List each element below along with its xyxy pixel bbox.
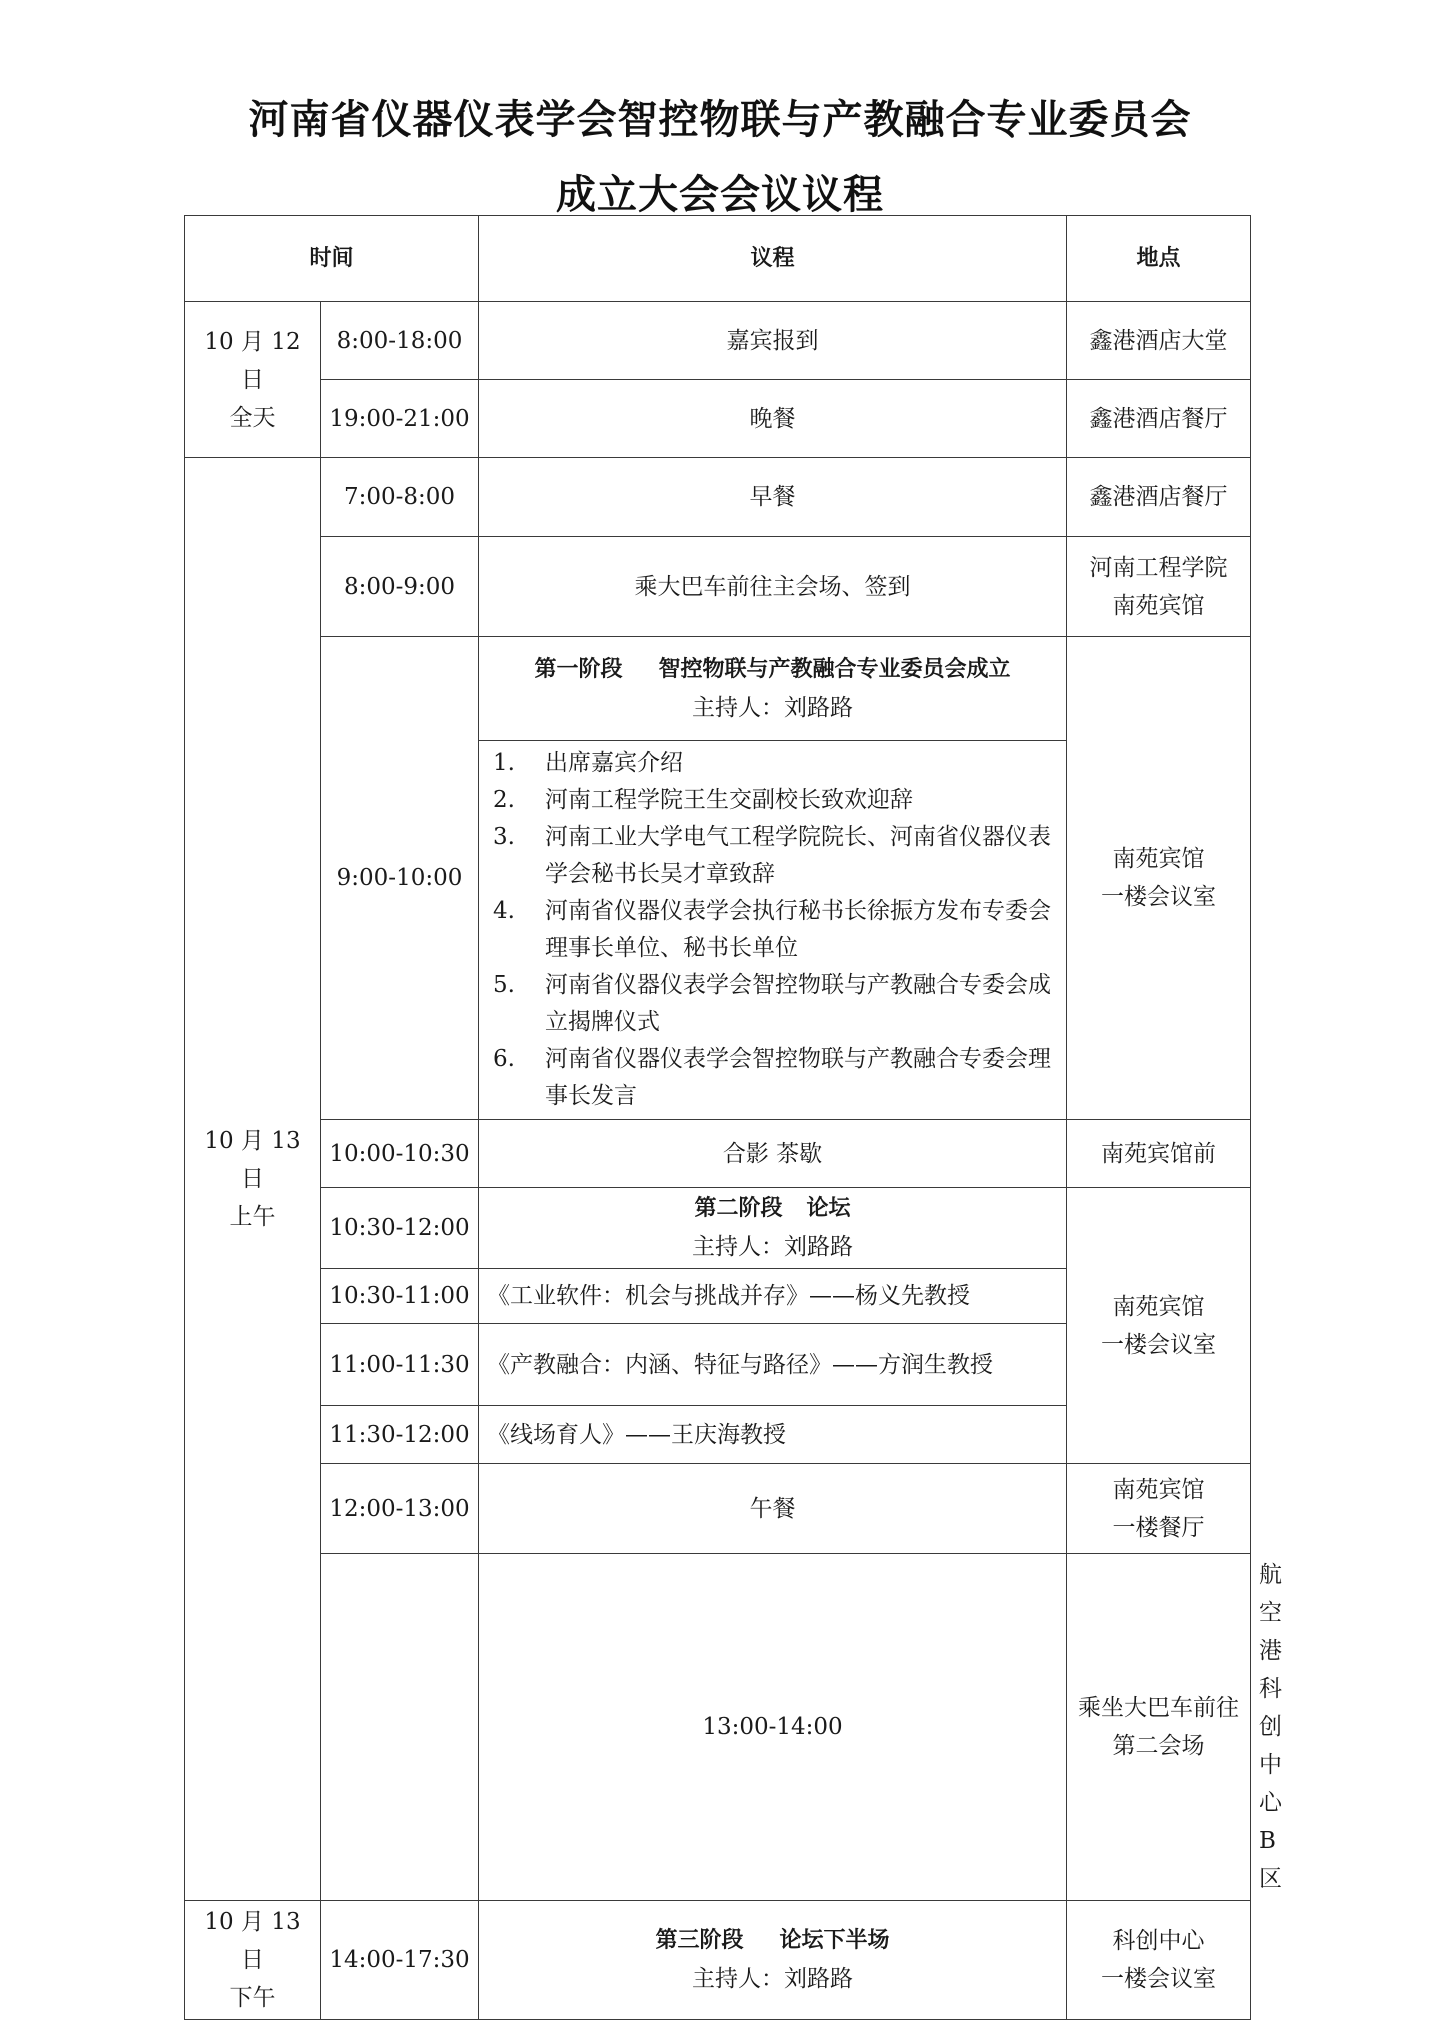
stage3-label: 第三阶段 — [655, 1928, 744, 1953]
day2-afternoon-date-cell — [185, 1901, 321, 2020]
location-line: 科创中心 — [1112, 1928, 1205, 1954]
agenda-cell: 合影 茶歇 — [479, 1120, 1067, 1188]
location-line: 一楼会议室 — [1101, 884, 1217, 910]
location-line: 一楼餐厅 — [1112, 1514, 1205, 1541]
stage1-title-line — [487, 651, 1058, 689]
talk-cell: 《产教融合：内涵、特征与路径》——方润生教授 — [479, 1324, 1067, 1406]
list-item: 1. 出席嘉宾介绍 — [493, 750, 684, 776]
day1-date: 10 月 12 日 — [204, 328, 301, 393]
stage2-host: 主持人：刘路路 — [692, 1234, 854, 1260]
day2-morning-date: 10 月 13 日 — [204, 1128, 301, 1192]
location-cell — [1067, 1188, 1251, 1464]
location-cell — [1067, 537, 1251, 637]
stage1-host: 主持人：刘路路 — [692, 694, 854, 721]
table-row — [185, 302, 1251, 380]
table-row — [185, 1120, 1251, 1188]
table-row — [185, 537, 1251, 637]
empty-date-cell — [321, 1554, 479, 1901]
stage1-title: 智控物联与产教融合专业委员会成立 — [658, 656, 1011, 682]
header-row — [185, 216, 1251, 302]
location-cell — [1067, 1901, 1251, 2020]
document-title-line1: 河南省仪器仪表学会智控物联与产教融合专业委员会 — [248, 97, 1192, 143]
stage3-header-cell — [479, 1901, 1067, 2020]
agenda-cell: 晚餐 — [479, 380, 1067, 458]
stage1-items-cell — [479, 741, 1067, 1120]
location-line: 南苑宾馆 — [1112, 592, 1205, 619]
time-cell: 10:30-12:00 — [321, 1188, 479, 1269]
agenda-cell: 乘大巴车前往主会场、签到 — [479, 537, 1067, 637]
table-row — [185, 1188, 1251, 1269]
day1-period: 全天 — [229, 404, 276, 431]
location-cell: 鑫港酒店餐厅 — [1067, 458, 1251, 537]
header-agenda: 议程 — [479, 216, 1067, 302]
document-title-line2: 成立大会会议议程 — [556, 172, 884, 218]
stage1-header-cell — [479, 637, 1067, 741]
talk-cell: 《线场育人》——王庆海教授 — [479, 1406, 1067, 1464]
day2-afternoon-period: 下午 — [229, 1985, 276, 2011]
stage2-header-cell — [479, 1188, 1067, 1269]
table-row: 13:00-14:00 乘坐大巴车前往第二会场 航空港科创中 心 B 区 — [185, 1554, 1251, 1901]
stage3-host: 主持人：刘路路 — [692, 1966, 854, 1992]
list-item: 4. 河南省仪器仪表学会执行秘书长徐振方发布专委会理事长单位、秘书长单位 — [493, 898, 1052, 961]
location-cell — [1067, 637, 1251, 1120]
stage3-title: 论坛下半场 — [779, 1928, 890, 1953]
day2-morning-date-cell — [185, 458, 321, 1901]
list-item: 5. 河南省仪器仪表学会智控物联与产教融合专委会成立揭牌仪式 — [493, 972, 1052, 1035]
day2-morning-period: 上午 — [229, 1204, 276, 1230]
table-row — [185, 1901, 1251, 2020]
location-cell: 鑫港酒店餐厅 — [1067, 380, 1251, 458]
agenda-cell: 嘉宾报到 — [479, 302, 1067, 380]
stage2-title-line — [487, 1190, 1058, 1228]
agenda-cell: 乘坐大巴车前往第二会场 — [1067, 1554, 1251, 1901]
header-location: 地点 — [1067, 216, 1251, 302]
location-line: 南苑宾馆 — [1112, 1476, 1205, 1503]
location-line: 一楼会议室 — [1101, 1331, 1217, 1358]
time-cell: 8:00-9:00 — [321, 537, 479, 637]
time-cell: 11:30-12:00 — [321, 1406, 479, 1464]
stage1-label: 第一阶段 — [534, 656, 623, 682]
stage3-title-line — [487, 1922, 1058, 1960]
time-cell: 7:00-8:00 — [321, 458, 479, 537]
time-cell: 10:30-11:00 — [321, 1269, 479, 1324]
day2-afternoon-date: 10 月 13 日 — [204, 1909, 301, 1973]
time-cell: 9:00-10:00 — [321, 637, 479, 1120]
time-cell: 19:00-21:00 — [321, 380, 479, 458]
time-cell: 13:00-14:00 — [479, 1554, 1067, 1901]
location-line: 河南工程学院 — [1089, 554, 1228, 581]
stage2-title: 论坛 — [806, 1196, 851, 1221]
time-cell: 8:00-18:00 — [321, 302, 479, 380]
location-line: 南苑宾馆 — [1112, 1293, 1205, 1320]
time-cell: 14:00-17:30 — [321, 1901, 479, 2020]
table-row — [185, 637, 1251, 741]
location-cell: 南苑宾馆前 — [1067, 1120, 1251, 1188]
table-row — [185, 1464, 1251, 1554]
location-line: 一楼会议室 — [1101, 1966, 1217, 1992]
agenda-cell: 早餐 — [479, 458, 1067, 537]
list-item: 3. 河南工业大学电气工程学院院长、河南省仪器仪表学会秘书长吴才章致辞 — [493, 824, 1052, 887]
stage1-item-list — [487, 745, 1058, 1115]
table-row — [185, 458, 1251, 537]
day1-date-cell — [185, 302, 321, 458]
table-row — [185, 380, 1251, 458]
list-item: 6. 河南省仪器仪表学会智控物联与产教融合专委会理事长发言 — [493, 1046, 1052, 1109]
time-cell: 11:00-11:30 — [321, 1324, 479, 1406]
header-time: 时间 — [185, 216, 479, 302]
location-line: 南苑宾馆 — [1112, 846, 1205, 872]
talk-cell: 《工业软件：机会与挑战并存》——杨义先教授 — [479, 1269, 1067, 1324]
time-cell: 10:00-10:30 — [321, 1120, 479, 1188]
location-cell: 鑫港酒店大堂 — [1067, 302, 1251, 380]
agenda-table — [184, 215, 1283, 2020]
stage2-label: 第二阶段 — [694, 1196, 783, 1221]
location-cell — [1067, 1464, 1251, 1554]
time-cell: 12:00-13:00 — [321, 1464, 479, 1554]
list-item: 2. 河南工程学院王生交副校长致欢迎辞 — [493, 787, 914, 813]
agenda-cell: 午餐 — [479, 1464, 1067, 1554]
